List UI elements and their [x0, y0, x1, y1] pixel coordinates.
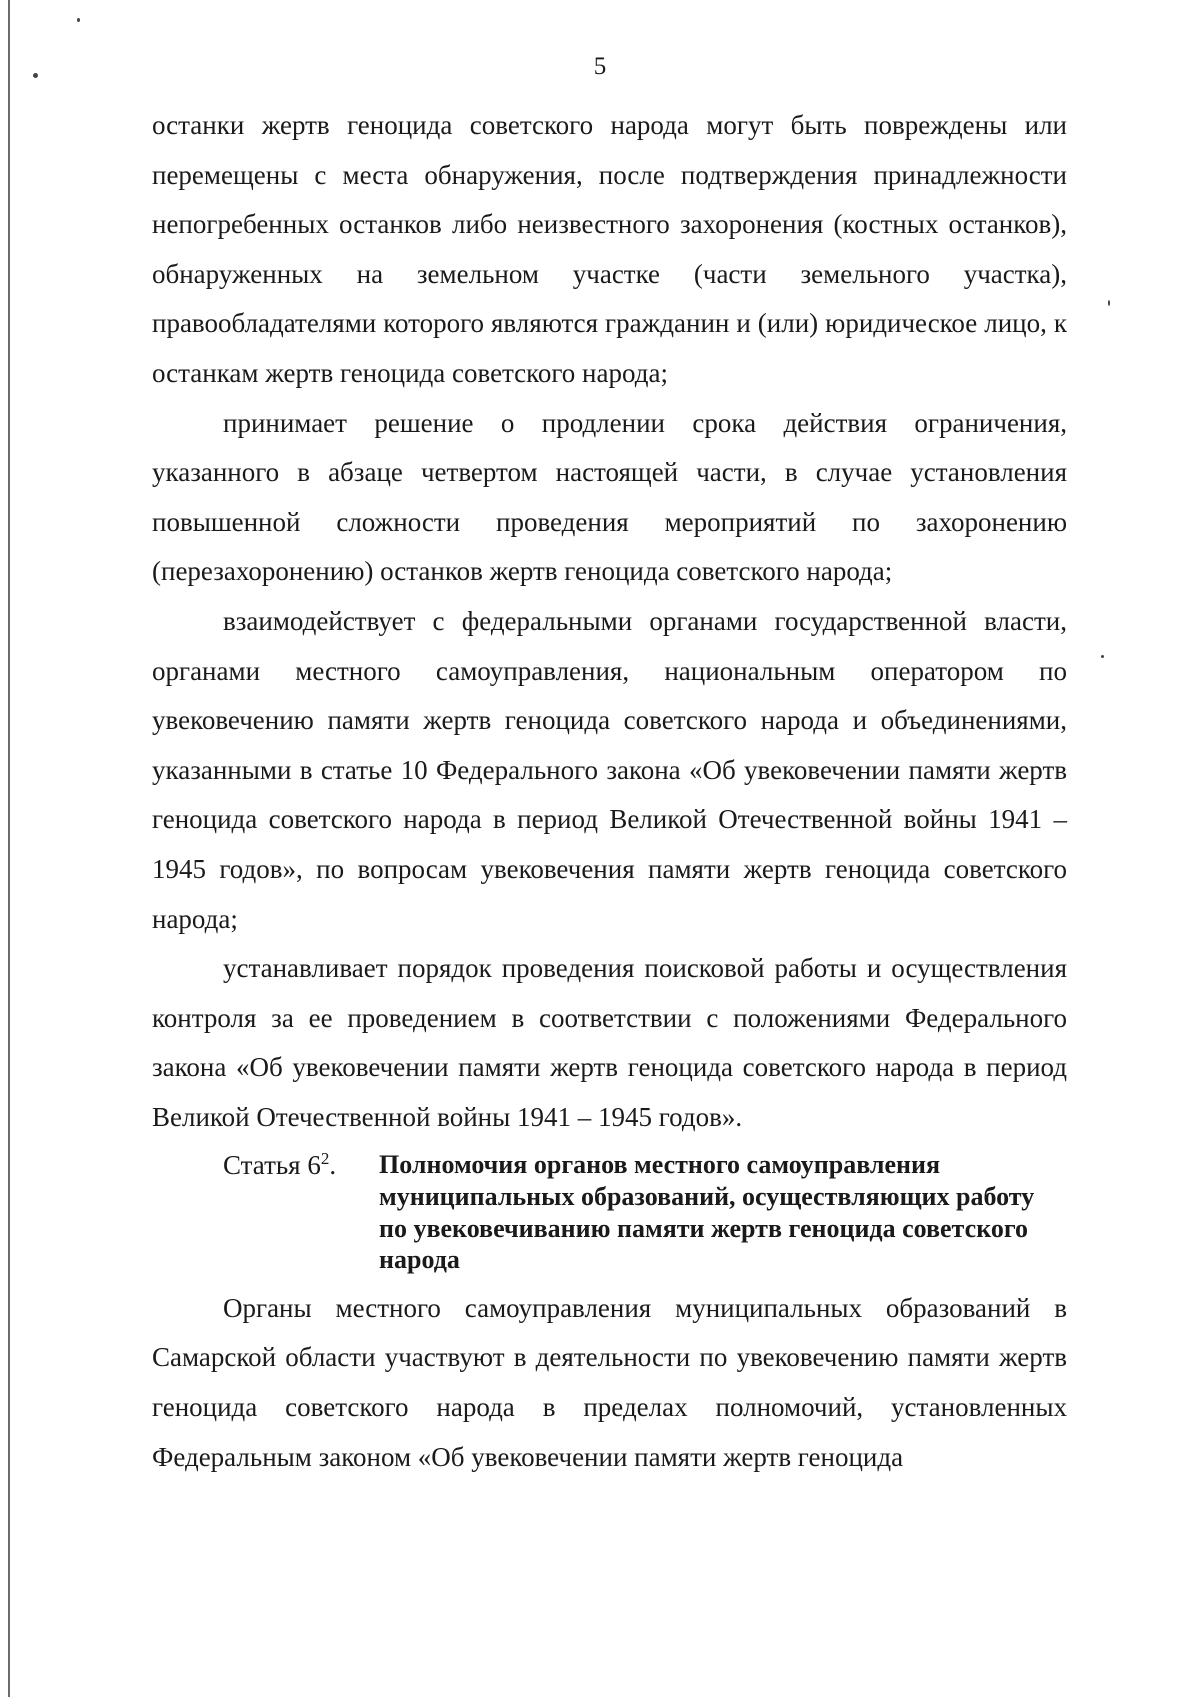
paragraph: останки жертв геноцида советского народа могут быть повреждены или перемещены с места обнаружения, после подтверждения принадлежности непогребенных останков либо неизвестного захоронения (костных останков), обнаруженных на земельном участке (части земельного участка), правообладателями которого являются гражданин и (или) юридическое лицо, к останкам жертв геноцида советского народа;	[152, 110, 1067, 388]
article-number	[152, 1149, 379, 1275]
document-body	[152, 101, 1067, 1482]
article-label-superscript: 2	[320, 1149, 330, 1169]
scan-border-line	[8, 0, 10, 1697]
paragraph: принимает решение о продлении срока действия ограничения, указанного в абзаце четвертом настоящей части, в случае установления повышенной сложности проведения мероприятий по захоронению (перезахоронению) останков жертв геноцида советского народа;	[152, 407, 1067, 587]
paragraph: Органы местного самоуправления муниципальных образований в Самарской области участвуют в деятельности по увековечению памяти жертв геноцида советского народа в пределах полномочий, установленных Федеральным законом «Об увековечении памяти жертв геноцида	[152, 1292, 1067, 1472]
paragraph: устанавливает порядок проведения поисковой работы и осуществления контроля за ее проведением в соответствии с положениями Федерального закона «Об увековечении памяти жертв геноцида советского народа в период Великой Отечественной войны 1941 – 1945 годов».	[152, 953, 1067, 1132]
scan-speck	[1108, 300, 1110, 306]
article-heading	[152, 1149, 1067, 1275]
paragraph: взаимодействует с федеральными органами государственной власти, органами местного самоуправления, национальным оператором по увековечению памяти жертв геноцида советского народа и объединениями, указанными в статье 10 Федерального закона «Об увековечении памяти жертв геноцида советского народа в период Великой Отечественной войны 1941 – 1945 годов», по вопросам увековечения памяти жертв геноцида советского народа;	[152, 605, 1067, 934]
scan-speck	[1101, 655, 1104, 658]
page-number: 5	[593, 53, 607, 80]
article-label-text: Статья 6	[223, 1150, 321, 1181]
article-label-suffix: .	[329, 1150, 337, 1181]
article-title: Полномочия органов местного самоуправления муниципальных образований, осуществляющих работу по увековечиванию памяти жертв геноцида советского народа	[379, 1150, 1035, 1275]
scan-speck	[77, 18, 80, 22]
